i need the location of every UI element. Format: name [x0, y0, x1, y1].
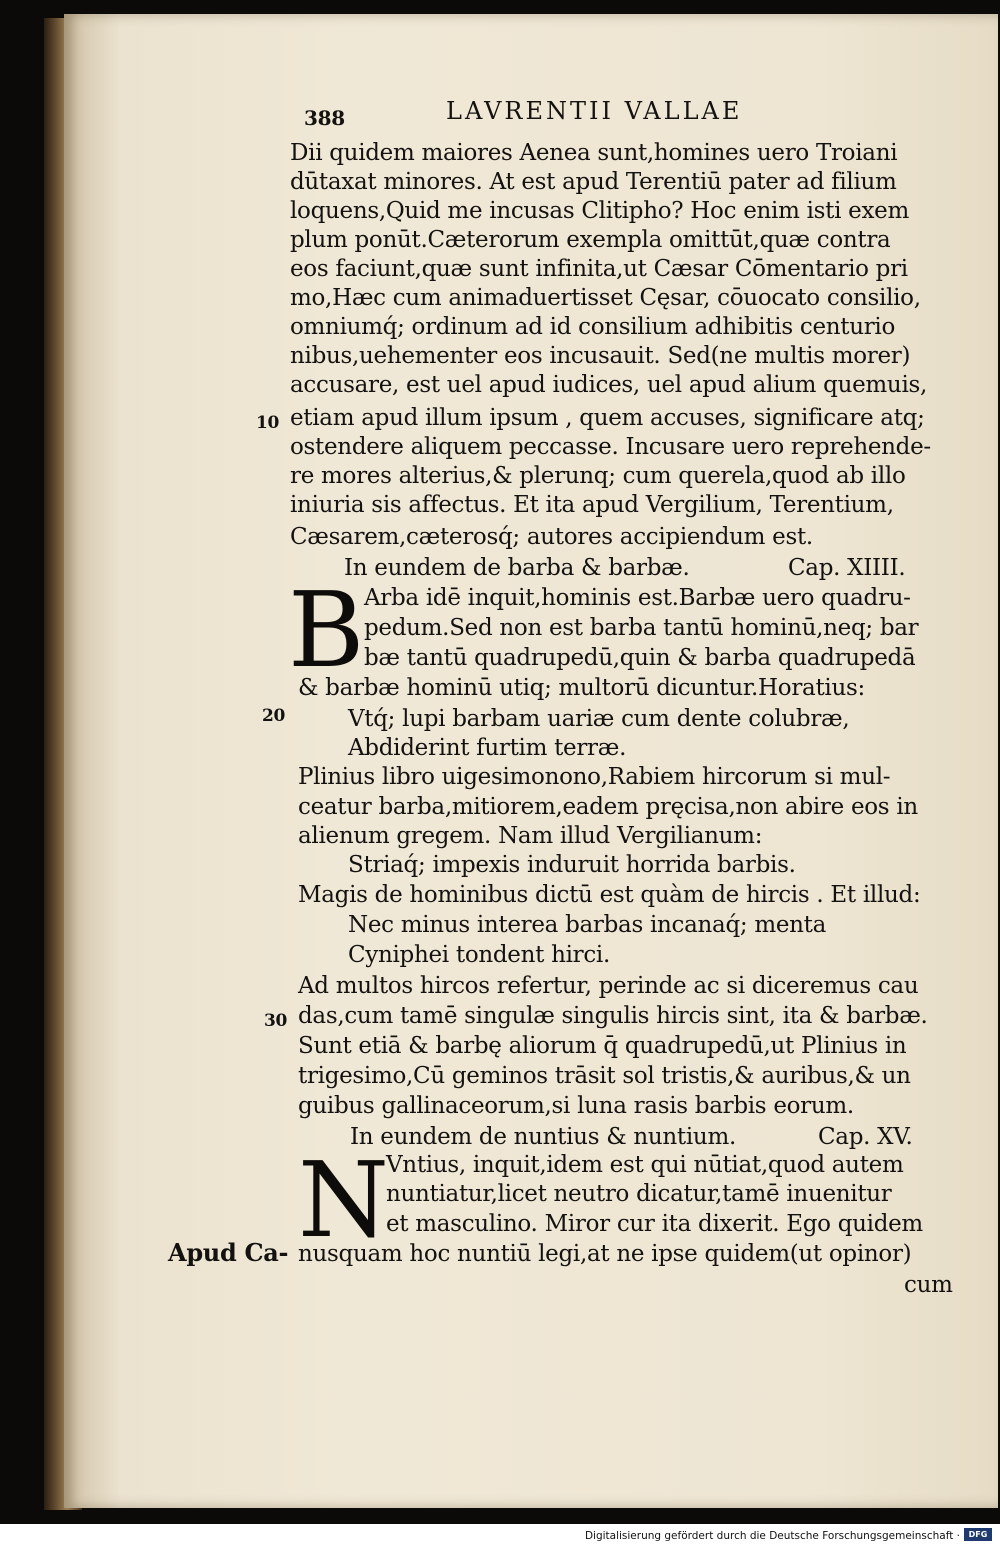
chapter-number: Cap. XIIII.	[788, 555, 906, 581]
text-line: Sunt etiā & barbę aliorum q̄ quadrupedū,ut Plinius in	[298, 1033, 907, 1059]
text-line: plum ponūt.Cæterorum exempla omittūt,quæ contra	[290, 227, 891, 253]
text-line: nuntiatur,licet neutro dicatur,tamē inuenitur	[386, 1181, 892, 1207]
text-line: & barbæ hominū utiq; multorū dicuntur.Horatius:	[298, 675, 865, 701]
text-line: alienum gregem. Nam illud Vergilianum:	[298, 823, 763, 849]
text-line: Cæsarem,cæterosq́; autores accipiendum est.	[290, 524, 813, 550]
text-line: iniuria sis affectus. Et ita apud Vergilium, Terentium,	[290, 492, 894, 518]
text-line: Dii quidem maiores Aenea sunt,homines uero Troiani	[290, 140, 898, 166]
text-line: pedum.Sed non est barba tantū hominū,neq; bar	[364, 615, 919, 641]
text-line: Magis de hominibus dictū est quàm de hircis . Et illud:	[298, 882, 921, 908]
line-number-20: 20	[262, 706, 286, 726]
text-line: loquens,Quid me incusas Clitipho? Hoc enim isti exem	[290, 198, 909, 224]
verse-line: Vtq́; lupi barbam uariæ cum dente colubræ,	[348, 706, 850, 732]
text-line: mo,Hæc cum animaduertisset Cęsar, cōuocato consilio,	[290, 285, 921, 311]
chapter-number: Cap. XV.	[818, 1124, 913, 1150]
text-line: Ad multos hircos refertur, perinde ac si diceremus cau	[298, 973, 919, 999]
text-line: et masculino. Miror cur ita dixerit. Ego quidem	[386, 1211, 923, 1237]
text-line: eos faciunt,quæ sunt infinita,ut Cæsar Cōmentario pri	[290, 256, 908, 282]
chapter-heading: In eundem de nuntius & nuntium.	[350, 1124, 736, 1150]
text-line: nusquam hoc nuntiū legi,at ne ipse quidem(ut opinor)	[298, 1241, 912, 1267]
text-line: guibus gallinaceorum,si luna rasis barbis eorum.	[298, 1093, 854, 1119]
text-line: ostendere aliquem peccasse. Incusare uero reprehende-	[290, 434, 931, 460]
line-number-10: 10	[256, 413, 280, 433]
chapter-heading: In eundem de barba & barbæ.	[344, 555, 690, 581]
page-number: 388	[304, 106, 345, 130]
catchword: cum	[904, 1272, 953, 1298]
text-line: re mores alterius,& plerunq; cum querela,quod ab illo	[290, 463, 906, 489]
verse-line: Nec minus interea barbas incanaq́; menta	[348, 912, 827, 938]
verse-line: Cyniphei tondent hirci.	[348, 942, 610, 968]
text-line: trigesimo,Cū geminos trāsit sol tristis,& auribus,& un	[298, 1063, 911, 1089]
running-title: LAVRENTII VALLAE	[446, 97, 743, 125]
drop-cap-n: N	[298, 1139, 389, 1261]
text-line: accusare, est uel apud iudices, uel apud alium quemuis,	[290, 372, 928, 398]
text-line: ceatur barba,mitiorem,eadem pręcisa,non abire eos in	[298, 794, 918, 820]
text-line: Vntius, inquit,idem est qui nūtiat,quod autem	[386, 1152, 904, 1178]
verse-line: Striaq́; impexis induruit horrida barbis.	[348, 852, 796, 878]
text-line: etiam apud illum ipsum , quem accuses, significare atq;	[290, 405, 925, 431]
dfg-logo: DFG	[964, 1528, 992, 1541]
text-line: nibus,uehementer eos incusauit. Sed(ne multis morer)	[290, 343, 911, 369]
text-line: Arba idē inquit,hominis est.Barbæ uero quadru-	[364, 585, 911, 611]
text-line: das,cum tamē singulæ singulis hircis sint, ita & barbæ.	[298, 1003, 928, 1029]
margin-note: Apud Ca-	[168, 1238, 289, 1267]
footer-credit: Digitalisierung gefördert durch die Deutsche Forschungsgemeinschaft ·	[584, 1530, 960, 1542]
line-number-30: 30	[264, 1011, 288, 1031]
text-line: dūtaxat minores. At est apud Terentiū pater ad filium	[290, 169, 897, 195]
text-line: bæ tantū quadrupedū,quin & barba quadrupedā	[364, 645, 916, 671]
text-line: omniumq́; ordinum ad id consilium adhibitis centurio	[290, 314, 896, 340]
text-line: Plinius libro uigesimonono,Rabiem hircorum si mul-	[298, 764, 891, 790]
verse-line: Abdiderint furtim terræ.	[348, 735, 627, 761]
drop-cap-b: B	[288, 569, 365, 691]
